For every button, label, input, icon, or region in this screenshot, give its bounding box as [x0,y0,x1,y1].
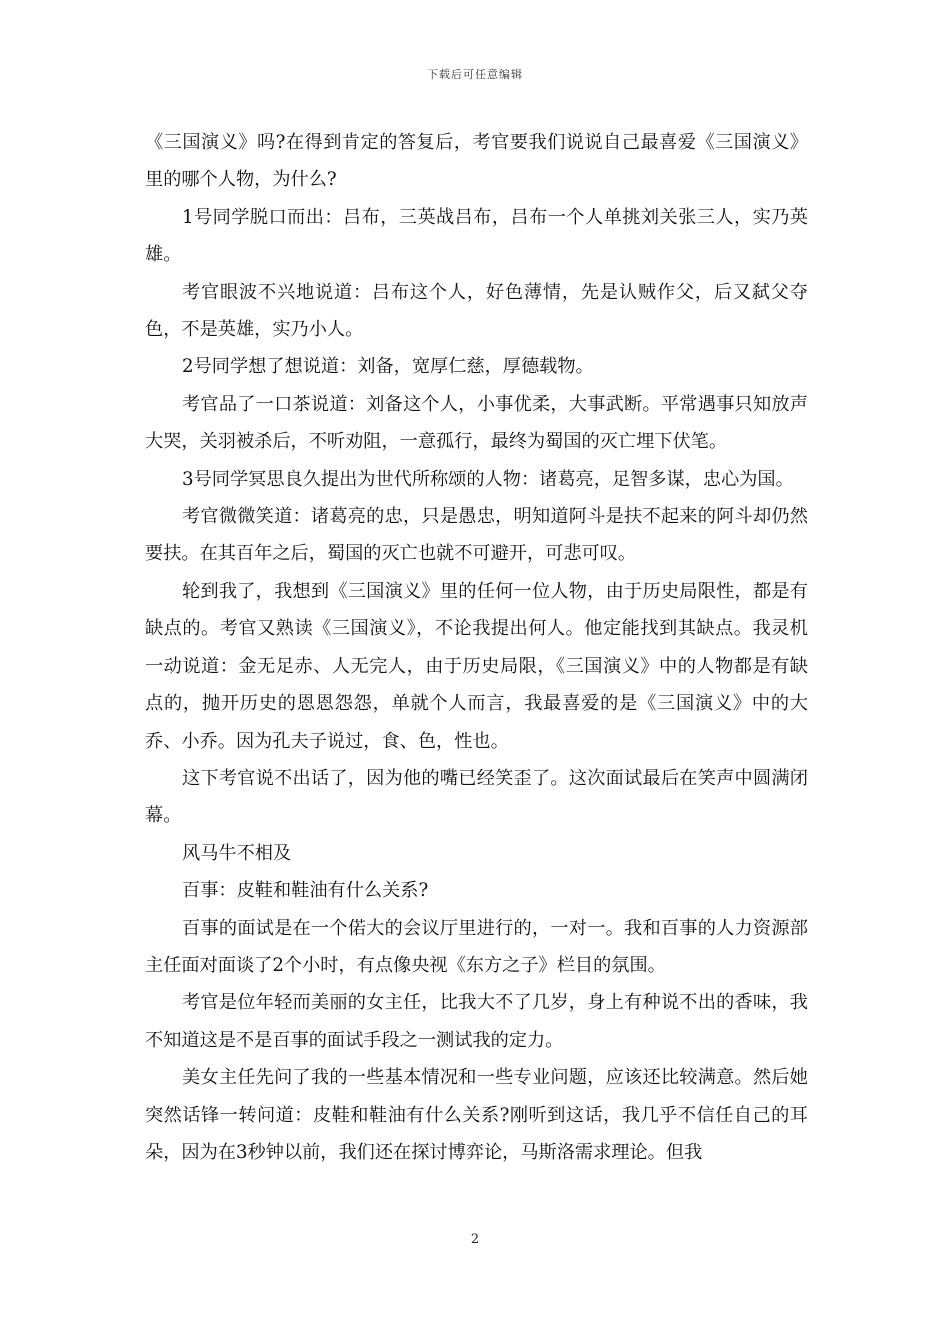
paragraph: 3号同学冥思良久提出为世代所称颂的人物：诸葛亮，足智多谋，忠心为国。 [182,468,794,490]
paragraph: 考官眼波不兴地说道：吕布这个人，好色薄情，先是认贼作父，后又弑父夺色，不是英雄，实乃小人。 [145,281,808,341]
paragraph: 考官是位年轻而美丽的女主任，比我大不了几岁，身上有种说不出的香味，我不知道这是不是百事的面试手段之一测试我的定力。 [145,992,808,1051]
paragraph: 考官品了一口茶说道：刘备这个人，小事优柔，大事武断。平常遇事只知放声大哭，关羽被杀后，不听劝阻，一意孤行，最终为蜀国的灭亡埋下伏笔。 [145,393,808,453]
paragraph: 百事的面试是在一个偌大的会议厅里进行的，一对一。我和百事的人力资源部主任面对面谈了2个小时，有点像央视《东方之子》栏目的氛围。 [145,917,808,976]
paragraph: 1号同学脱口而出：吕布，三英战吕布，吕布一个人单挑刘关张三人，实乃英雄。 [145,206,808,266]
paragraph: 美女主任先问了我的一些基本情况和一些专业问题，应该还比较满意。然后她突然话锋一转问道：皮鞋和鞋油有什么关系?刚听到这话，我几乎不信任自己的耳朵，因为在3秒钟以前，我们还在探讨博弈论，马斯洛需求理论。但我 [145,1067,808,1163]
paragraph: 考官微微笑道：诸葛亮的忠，只是愚忠，明知道阿斗是扶不起来的阿斗却仍然要扶。在其百年之后，蜀国的灭亡也就不可避开，可悲可叹。 [145,506,808,565]
paragraph: 轮到我了，我想到《三国演义》里的任何一位人物，由于历史局限性，都是有缺点的。考官又熟读《三国演义》，不论我提出何人。他定能找到其缺点。我灵机一动说道：金无足赤、人无完人，由于历史局限，《三国演义》中的人物都是有缺点的，抛开历史的恩恩怨怨，单就个人而言，我最喜爱的是《三国演义》中的大乔、小乔。因为孔夫子说过，食、色，性也。 [145,580,808,752]
section-subheading: 百事：皮鞋和鞋油有什么关系? [182,880,429,902]
paragraph: 《三国演义》吗?在得到肯定的答复后，考官要我们说说自己最喜爱《三国演义》里的哪个人物，为什么? [145,132,808,191]
paragraph: 2号同学想了想说道：刘备，宽厚仁慈，厚德载物。 [182,356,594,378]
page-header: 下载后可任意编辑 [427,68,523,81]
section-heading: 风马牛不相及 [182,842,292,864]
page-number: 2 [470,1232,480,1247]
document-body [145,124,808,1171]
paragraph: 这下考官说不出话了，因为他的嘴已经笑歪了。这次面试最后在笑声中圆满闭幕。 [145,767,808,827]
